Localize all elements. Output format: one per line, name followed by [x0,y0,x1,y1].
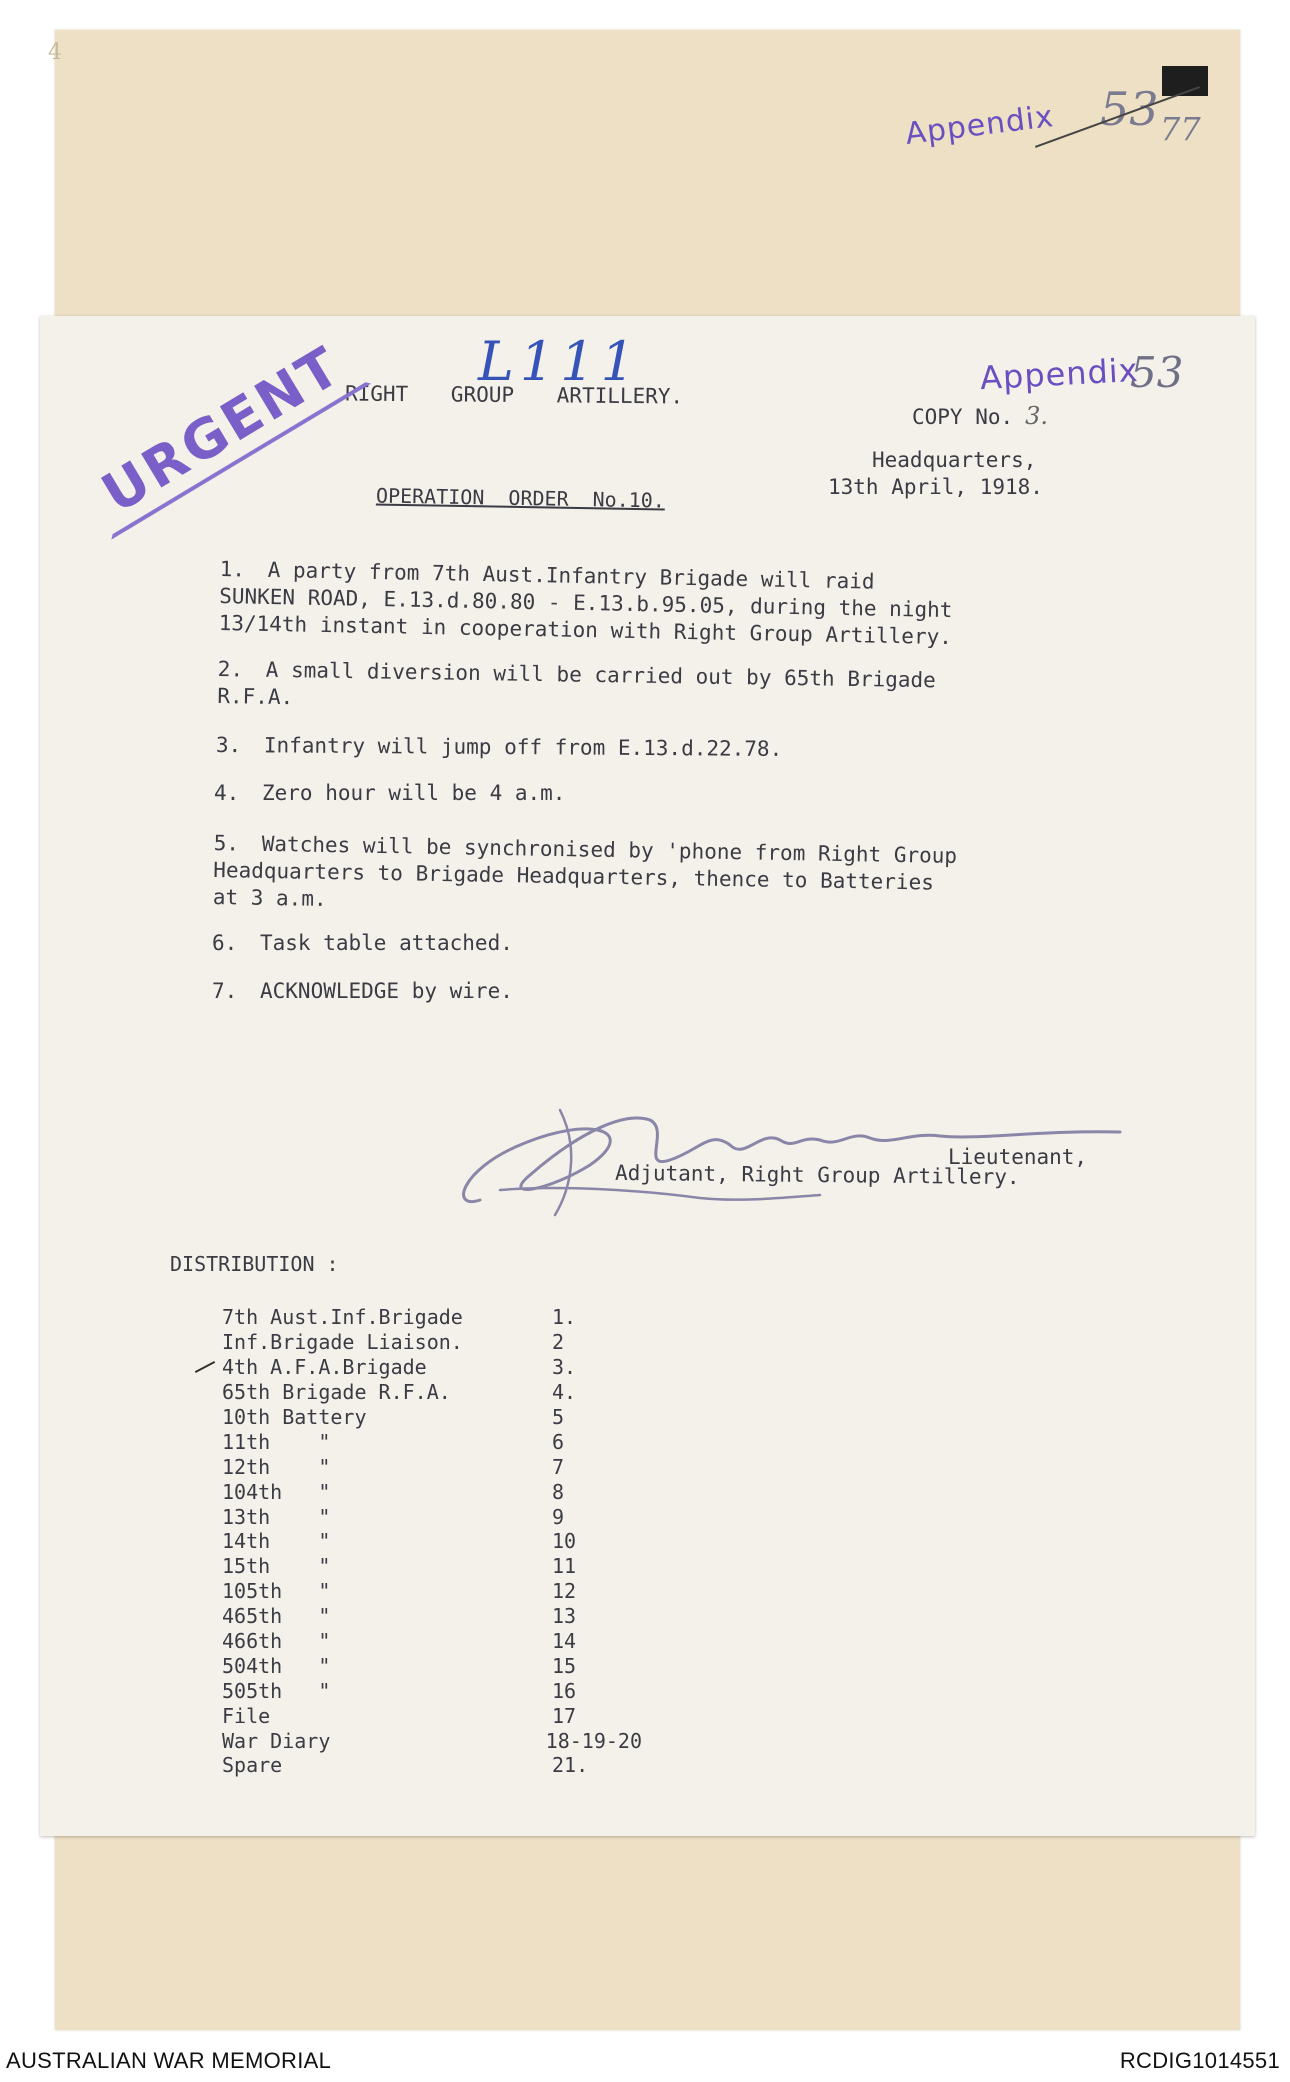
copy-number: 7 [552,1454,565,1479]
paragraph-number: 4. [214,781,240,805]
paragraph-7 [212,978,513,1005]
paragraph-text: A party from 7th Aust.Infantry Brigade will raid SUNKEN ROAD, E.13.d.80.80 - E.13.b.95.05, during the night 13/14th instant in cooperation with Right Group Artillery. [218,557,953,650]
appendix-stamp-front: Appendix [979,350,1140,398]
recipient: 104th " [222,1479,331,1504]
list-item [222,1504,642,1529]
list-item [222,1355,642,1380]
copy-number-line [912,402,1048,430]
footer-institution: AUSTRALIAN WAR MEMORIAL [6,2048,332,2073]
copy-number: 8 [552,1479,565,1504]
list-item [222,1604,642,1629]
list-item [222,1554,642,1579]
recipient: 466th " [222,1629,331,1654]
copy-number: 4. [552,1380,577,1405]
recipient: 7th Aust.Inf.Brigade [222,1305,463,1330]
paragraph-number: 1. [219,556,246,582]
order-title: OPERATION ORDER No.10. [375,483,666,513]
paragraph-text: Zero hour will be 4 a.m. [262,781,566,805]
paragraph-5 [213,830,958,924]
appendix-number-front: 53 [1130,348,1184,397]
copy-number: 5 [552,1405,565,1429]
list-item [222,1579,642,1604]
paragraph-2 [217,656,936,721]
recipient: 13th " [222,1504,331,1529]
list-item [222,1703,642,1728]
signature-rank: Lieutenant, [948,1145,1088,1169]
list-item [222,1529,642,1554]
copy-number: 13 [552,1604,577,1629]
copy-number: 11 [552,1554,577,1579]
paragraph-text: Task table attached. [260,931,513,955]
copy-number: 10 [552,1529,577,1554]
list-item [222,1753,642,1778]
copy-number: 16 [552,1678,577,1703]
recipient: 12th " [222,1454,331,1479]
recipient: 505th " [222,1678,331,1703]
recipient: 14th " [222,1529,331,1554]
paragraph-number: 6. [212,931,238,955]
recipient: 105th " [222,1579,331,1604]
paragraph-text: ACKNOWLEDGE by wire. [260,979,513,1003]
recipient: 4th A.F.A.Brigade [222,1355,427,1380]
recipient: Inf.Brigade Liaison. [222,1330,463,1355]
copy-number: 3. [1025,402,1049,430]
copy-number: 18-19-20 [545,1728,642,1753]
list-item [222,1330,642,1355]
copy-number: 1. [552,1305,577,1330]
signature-title: Adjutant, Right Group Artillery. [614,1160,1020,1190]
recipient: 10th Battery [222,1405,367,1429]
appendix-stamp-top: Appendix [903,99,1056,152]
list-item [222,1728,642,1753]
headquarters-label: Headquarters, [872,448,1037,472]
appendix-subnumber-top: 77 [1160,110,1201,148]
paragraph-text: Infantry will jump off from E.13.d.22.78. [263,733,783,761]
copy-number: 2 [552,1330,565,1355]
copy-number: 17 [552,1703,577,1728]
paragraph-text: A small diversion will be carried out by 65th Brigade R.F.A. [217,657,936,710]
copy-number: 21. [552,1753,589,1778]
recipient: 465th " [222,1604,331,1629]
recipient: File [222,1703,271,1728]
list-item [222,1629,642,1654]
unit-heading: RIGHT GROUP ARTILLERY. [344,381,684,409]
appendix-number-top: 53 [1100,82,1159,136]
paragraph-6 [212,930,513,957]
paragraph-1 [218,556,953,651]
list-item [222,1653,642,1678]
distribution-list [222,1305,642,1778]
paragraph-3 [216,732,783,763]
recipient: Spare [222,1753,283,1778]
list-item [222,1405,642,1430]
copy-number: 9 [552,1504,565,1529]
copy-number: 6 [552,1429,565,1454]
recipient: 11th " [222,1429,331,1454]
paragraph-number: 7. [212,979,238,1003]
copy-number: 3. [552,1355,577,1380]
list-item [222,1305,642,1330]
handwritten-reference: L111 [478,330,641,393]
copy-number: 12 [552,1579,577,1604]
order-date: 13th April, 1918. [828,475,1043,499]
recipient: 15th " [222,1554,331,1579]
distribution-title: DISTRIBUTION : [170,1252,339,1276]
copy-number: 15 [552,1653,577,1678]
paragraph-number: 2. [217,656,244,682]
footer-record-id: RCDIG1014551 [1119,2048,1280,2073]
paragraph-4 [214,780,565,807]
recipient: 504th " [222,1653,331,1678]
paragraph-number: 5. [213,830,240,856]
paragraph-number: 3. [215,733,242,758]
list-item [222,1479,642,1504]
list-item [222,1380,642,1405]
urgent-stamp: URGENT [73,319,371,539]
list-item [222,1678,642,1703]
copy-label: COPY No. [912,405,1014,429]
paragraph-text: Watches will be synchronised by 'phone from Right Group Headquarters to Brigade Headquarters, thence to Batteries at 3 a.m. [212,831,958,911]
copy-number: 14 [552,1629,577,1654]
recipient: 65th Brigade R.F.A. [222,1380,451,1405]
recipient: War Diary [222,1728,331,1753]
page-letter: 4 [48,40,62,65]
list-item [222,1429,642,1454]
list-item [222,1454,642,1479]
